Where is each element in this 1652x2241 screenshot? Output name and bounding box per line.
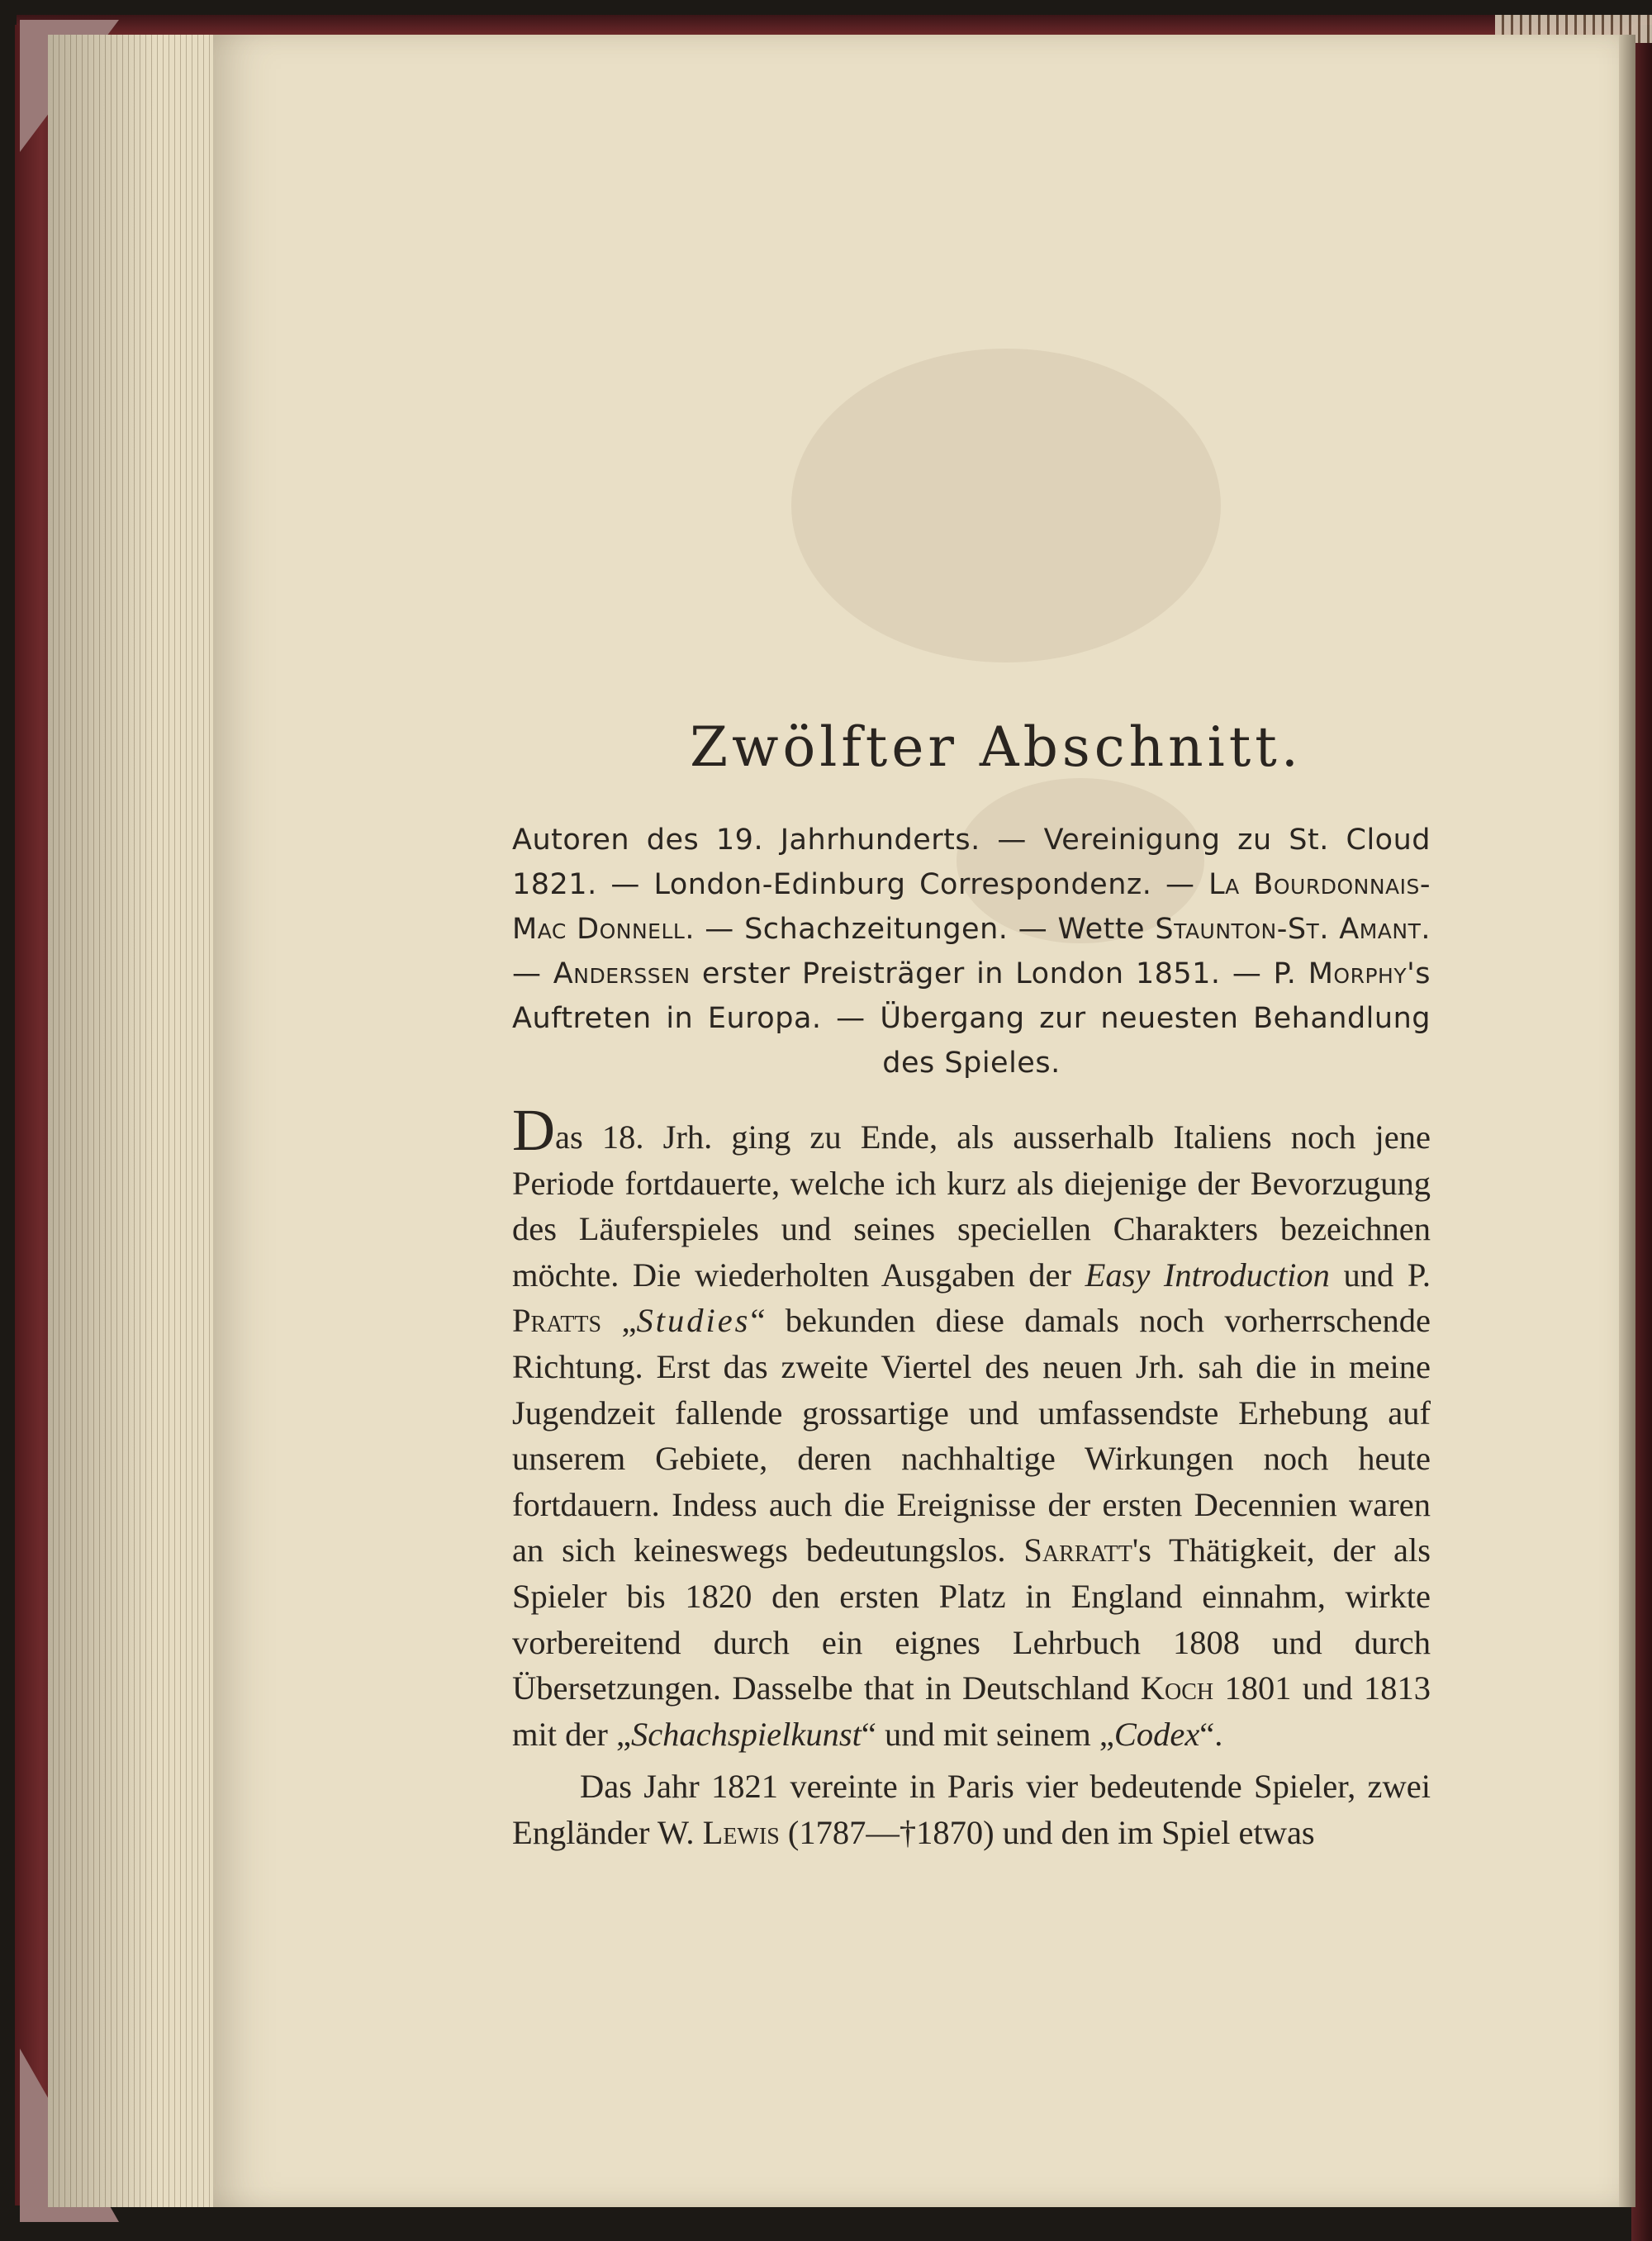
book-title-italic: Codex: [1113, 1715, 1200, 1753]
person-name: Sarratt: [1023, 1531, 1132, 1569]
paragraph-text: “.: [1199, 1715, 1223, 1753]
paragraph-text: 's Thätigkeit, der als Spieler bis 1820 den ersten Platz in England einnahm, wirkte vorbereitend durch ein eignes Lehrbuch 1808 und durch Übersetzungen. Dasselbe that in Deutschland: [512, 1531, 1431, 1707]
page-stain: [791, 349, 1221, 662]
paragraph-text: as 18. Jrh. ging zu Ende, als ausserhalb Italiens noch jene Periode fortdauerte, welche ich kurz als diejenige der Bevorzugung des Läuferspieles und seines speciellen Charakters bezeichnen möchte. Die wiederholten Ausgaben der: [512, 1118, 1431, 1294]
paragraph-text: “ und mit seinem „: [861, 1715, 1114, 1753]
chapter-summary: [512, 818, 1431, 1085]
summary-text: . —: [512, 913, 1431, 990]
drop-cap: D: [512, 1097, 555, 1163]
summary-name: Morphy: [1308, 957, 1408, 990]
summary-text: 's Auftreten in Europa. — Übergang zur neuesten Behandlung des Spieles.: [512, 957, 1431, 1080]
person-name: Koch: [1140, 1669, 1214, 1707]
summary-text: Autoren des 19. Jahrhunderts. — Vereinigung zu St. Cloud 1821. — London-Edinburg Correspondenz. —: [512, 824, 1431, 901]
paragraph-text: und P.: [1329, 1256, 1431, 1294]
paragraph-text: „: [601, 1302, 637, 1340]
book-title-italic: Easy Introduction: [1085, 1256, 1330, 1294]
page-stack-shadow: [48, 35, 230, 2207]
paragraph-1: [512, 1097, 1431, 1757]
chapter-title: Zwölfter Abschnitt.: [690, 715, 1303, 779]
summary-text: erster Preisträger in London 1851. — P.: [690, 957, 1308, 990]
summary-name: Anderssen: [553, 957, 691, 990]
paragraph-text: “ bekunden diese damals noch vorherrschende Richtung. Erst das zweite Viertel des neuen Jrh. sah die in meine Jugendzeit fallende grossartige und umfassendste Erhebung auf unserem Gebiete, deren nachhaltige Wirkungen noch heute fortdauern. Indess auch die Ereignisse der ersten Decennien waren an sich keineswegs bedeutungslos.: [512, 1302, 1431, 1569]
summary-name: Staunton-St. Amant: [1155, 913, 1422, 946]
book-title-italic: Schachspielkunst: [630, 1715, 862, 1753]
body-text: [512, 1097, 1431, 1856]
paragraph-text: (1787—†1870) und den im Spiel etwas: [779, 1813, 1315, 1851]
book-title-italic: Studies: [636, 1302, 751, 1340]
paragraph-text: 1801 und 1813 mit der „: [512, 1669, 1431, 1753]
person-name: Lewis: [702, 1813, 780, 1851]
summary-name: La Bourdonnais-Mac Donnell: [512, 868, 1431, 946]
paragraph-text: Das Jahr 1821 vereinte in Paris vier bedeutende Spieler, zwei Engländer W.: [512, 1768, 1431, 1851]
paragraph-2: [512, 1764, 1431, 1855]
summary-text: . — Schachzeitungen. — Wette: [685, 913, 1156, 946]
person-name: Pratts: [512, 1302, 602, 1340]
page-right-edge: [1619, 35, 1635, 2207]
